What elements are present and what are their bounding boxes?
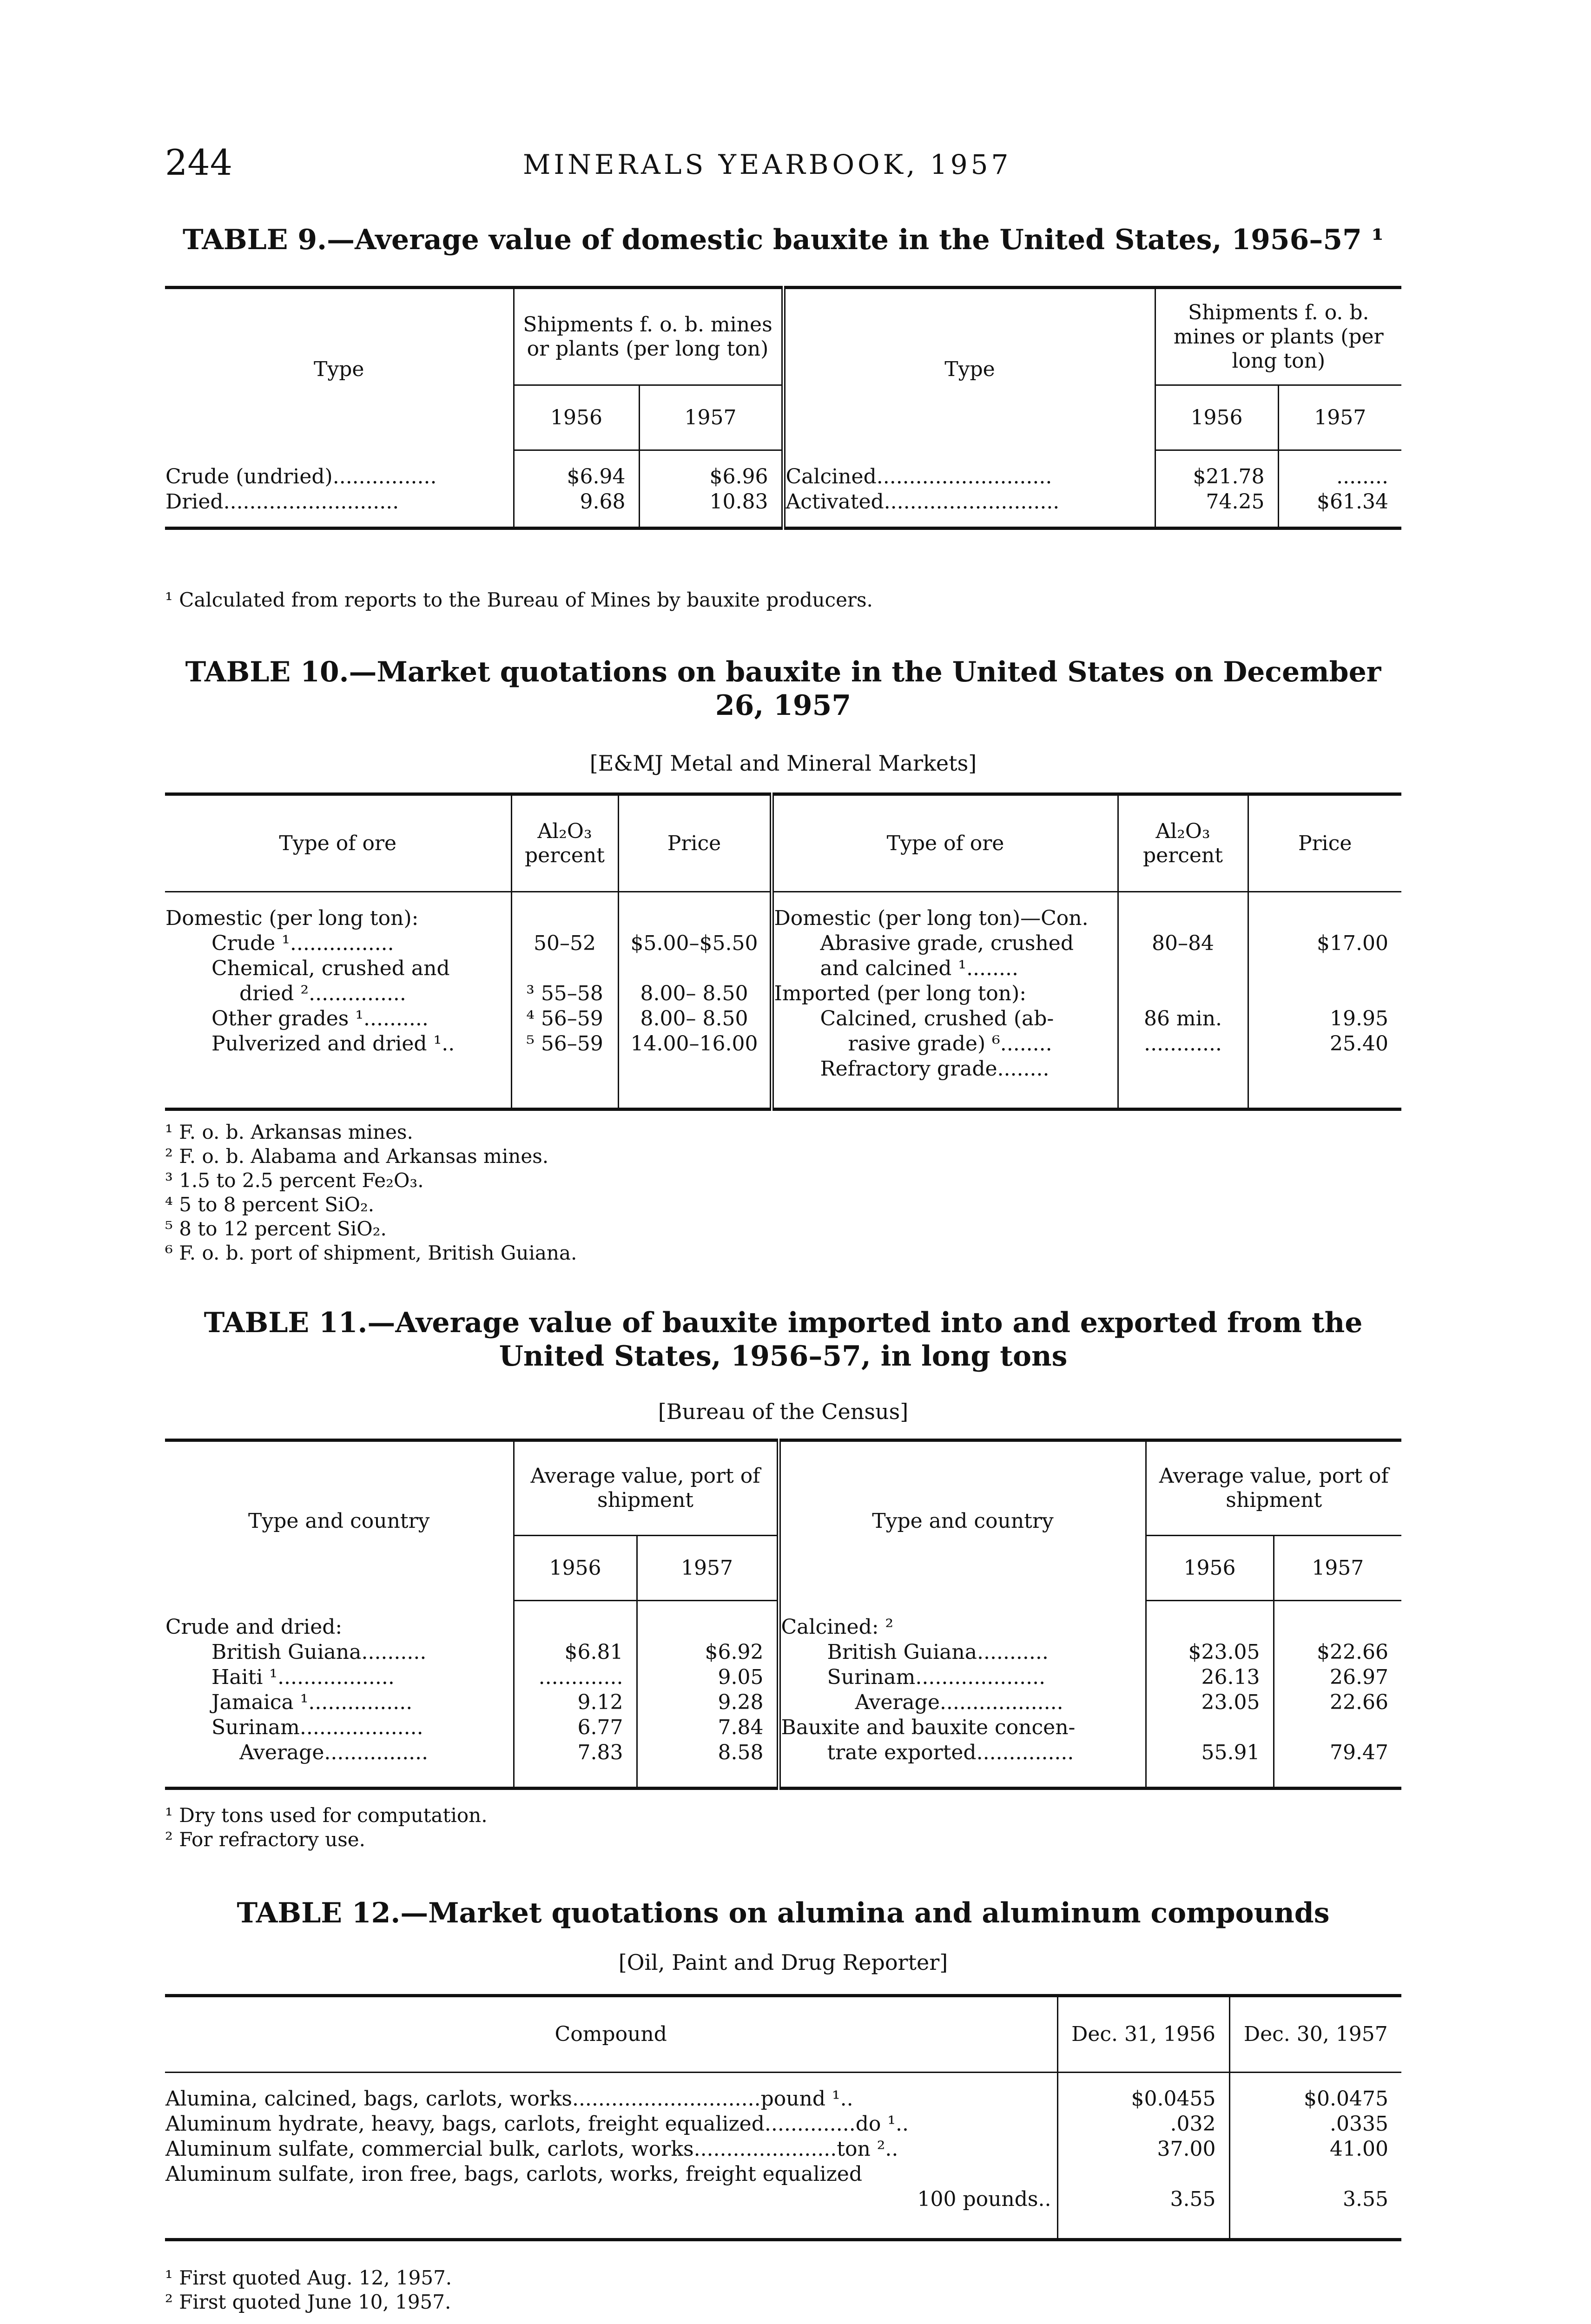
table11-col-type-left: Type and country <box>165 1440 514 1601</box>
table9-title: TABLE 9.—Average value of domestic bauxite in the United States, 1956–57 ¹ <box>182 224 1384 256</box>
table9-footnotes <box>165 588 1401 612</box>
table-row: Aluminum sulfate, commercial bulk, carlots, works......................ton ².. 37.00 41.00 <box>165 2137 1388 2161</box>
footnote: ⁴ 5 to 8 percent SiO₂. <box>165 1193 375 1216</box>
footnote: ⁶ F. o. b. port of shipment, British Guiana. <box>165 1241 577 1264</box>
page-number: 244 <box>165 142 233 183</box>
table-row: Jamaica ¹................ 9.12 9.28 Average................... 23.05 22.66 <box>165 1690 1401 1715</box>
footnote: ⁵ 8 to 12 percent SiO₂. <box>165 1217 387 1240</box>
footnote: ¹ Calculated from reports to the Bureau of Mines by bauxite producers. <box>165 588 873 611</box>
table-row: Dried........................... 9.68 10.83 Activated........................... 74.25 $61.34 <box>165 489 1388 514</box>
footnote: ¹ First quoted Aug. 12, 1957. <box>165 2266 452 2289</box>
table10-col-al2o3-left: Al₂O₃ percent <box>511 794 618 892</box>
table10-footnotes <box>165 1120 1401 1265</box>
table9-col-type-right: Type <box>783 288 1155 450</box>
table10-source: [E&MJ Metal and Mineral Markets] <box>589 751 977 776</box>
table12-col-date-1957: Dec. 30, 1957 <box>1229 1996 1401 2073</box>
table-row: Aluminum hydrate, heavy, bags, carlots, freight equalized..............do ¹.. .032 .0335 <box>165 2112 1388 2136</box>
table-row: Refractory grade........ <box>165 1056 1401 1082</box>
table9-year-1957-right: 1957 <box>1278 385 1401 450</box>
table12-col-date-1956: Dec. 31, 1956 <box>1057 1996 1229 2073</box>
table-row: Chemical, crushed and and calcined ¹........ <box>165 956 1401 981</box>
table9-col-shipments-left: Shipments f. o. b. mines or plants (per long ton) <box>514 288 783 385</box>
table-row: Other grades ¹.......... ⁴ 56–59 8.00– 8.50 Calcined, crushed (ab- 86 min. 19.95 <box>165 1006 1401 1031</box>
footnote: ² For refractory use. <box>165 1828 365 1851</box>
table11-source: [Bureau of the Census] <box>658 1399 909 1424</box>
table9-col-type-left: Type <box>165 288 514 450</box>
table12-source: [Oil, Paint and Drug Reporter] <box>618 1950 948 1975</box>
table11-year-1957-right: 1957 <box>1274 1536 1401 1601</box>
table-row: Alumina, calcined, bags, carlots, works.............................pound ¹.. $0.0455 $0.0475 <box>165 2086 1388 2111</box>
table-row: British Guiana.......... $6.81 $6.92 British Guiana........... $23.05 $22.66 <box>165 1640 1401 1665</box>
table-row: Crude ¹................ 50–52 $5.00–$5.50 Abrasive grade, crushed 80–84 $17.00 <box>165 931 1401 956</box>
footnote: ² First quoted June 10, 1957. <box>165 2291 451 2313</box>
table10-col-type-right: Type of ore <box>772 794 1118 892</box>
table-row: 100 pounds.. 3.55 3.55 <box>165 2187 1401 2212</box>
table11-footnotes <box>165 1803 1401 1852</box>
footnote: ¹ Dry tons used for computation. <box>165 1804 488 1827</box>
table11 <box>165 1439 1401 1790</box>
table12-footnotes <box>165 2266 1401 2314</box>
table11-year-1956-right: 1956 <box>1146 1536 1274 1601</box>
table-row: dried ²............... ³ 55–58 8.00– 8.50 Imported (per long ton): <box>165 981 1401 1006</box>
table-row: Domestic (per long ton): Domestic (per long ton)—Con. <box>165 906 1401 931</box>
table10-col-al2o3-right: Al₂O₃ percent <box>1118 794 1248 892</box>
table-row: Crude (undried)................ $6.94 $6.96 Calcined........................... $21.78 ........ <box>165 464 1388 489</box>
footnote: ¹ F. o. b. Arkansas mines. <box>165 1121 413 1143</box>
table11-col-value-right: Average value, port of shipment <box>1146 1440 1401 1536</box>
table-row: Pulverized and dried ¹.. ⁵ 56–59 14.00–16.00 rasive grade) ⁶........ ............ 25.40 <box>165 1031 1401 1056</box>
table11-title: TABLE 11.—Average value of bauxite imported into and exported from the United States, 1956–57, in long tons <box>204 1307 1363 1373</box>
table-row: Crude and dried: Calcined: ² <box>165 1615 1401 1640</box>
footnote: ³ 1.5 to 2.5 percent Fe₂O₃. <box>165 1169 424 1192</box>
table9-year-1956-left: 1956 <box>514 385 639 450</box>
table9 <box>165 286 1401 530</box>
table-row: Average................ 7.83 8.58 trate exported............... 55.91 79.47 <box>165 1740 1401 1765</box>
table-row: Aluminum sulfate, iron free, bags, carlots, works, freight equalized <box>165 2162 1401 2187</box>
table11-col-value-left: Average value, port of shipment <box>514 1440 779 1536</box>
table10 <box>165 792 1401 1111</box>
table12-col-compound: Compound <box>165 1996 1057 2073</box>
table11-year-1956-left: 1956 <box>514 1536 637 1601</box>
table11-year-1957-left: 1957 <box>637 1536 779 1601</box>
table-row: Surinam................... 6.77 7.84 Bauxite and bauxite concen- <box>165 1715 1401 1740</box>
footnote: ² F. o. b. Alabama and Arkansas mines. <box>165 1145 549 1168</box>
table10-col-type-left: Type of ore <box>165 794 511 892</box>
table10-title: TABLE 10.—Market quotations on bauxite in the United States on December 26, 1957 <box>185 656 1381 722</box>
table9-col-shipments-right: Shipments f. o. b. mines or plants (per long ton) <box>1155 288 1401 385</box>
table12 <box>165 1994 1401 2241</box>
table11-col-type-right: Type and country <box>779 1440 1146 1601</box>
table12-title: TABLE 12.—Market quotations on alumina and aluminum compounds <box>237 1897 1330 1929</box>
table10-col-price-left: Price <box>618 794 772 892</box>
table-row: Haiti ¹.................. ............. 9.05 Surinam.................... 26.13 26.97 <box>165 1665 1401 1690</box>
table10-col-price-right: Price <box>1248 794 1401 892</box>
journal-title: MINERALS YEARBOOK, 1957 <box>523 149 1012 180</box>
table9-year-1956-right: 1956 <box>1155 385 1278 450</box>
table9-year-1957-left: 1957 <box>639 385 783 450</box>
running-head <box>165 142 1401 188</box>
